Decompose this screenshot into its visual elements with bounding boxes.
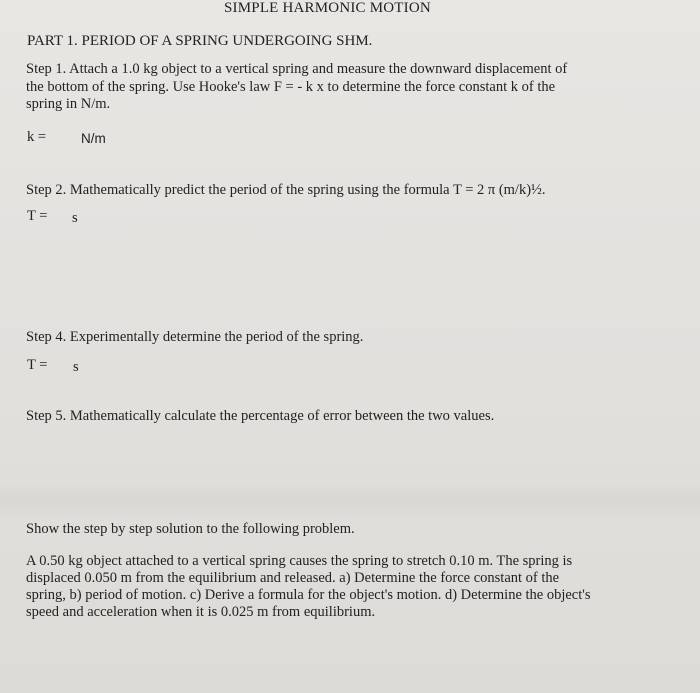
problem-line3: spring, b) period of motion. c) Derive a formula for the object's motion. d) Determine the object's bbox=[26, 587, 591, 603]
problem-line2: displaced 0.050 m from the equilibrium and released. a) Determine the force constant of the bbox=[26, 570, 560, 586]
step1-line3: spring in N/m. bbox=[26, 96, 111, 112]
step2-text: Step 2. Mathematically predict the period of the spring using the formula T = 2 π (m/k)½. bbox=[26, 182, 546, 198]
page-title: SIMPLE HARMONIC MOTION bbox=[224, 0, 431, 16]
t-predicted-label: T = bbox=[27, 208, 48, 224]
part-heading: PART 1. PERIOD OF A SPRING UNDERGOING SHM. bbox=[27, 33, 373, 49]
k-answer-label: k = bbox=[27, 129, 47, 145]
t-predicted-unit: s bbox=[72, 210, 78, 226]
step1-line1: Step 1. Attach a 1.0 kg object to a vertical spring and measure the downward displacement of bbox=[26, 61, 568, 77]
t-experimental-label: T = bbox=[27, 357, 48, 373]
step5-text: Step 5. Mathematically calculate the percentage of error between the two values. bbox=[26, 408, 495, 424]
t-experimental-unit: s bbox=[73, 359, 79, 375]
step1-line2: the bottom of the spring. Use Hooke's law F = - k x to determine the force constant k of the bbox=[26, 79, 556, 95]
step4-text: Step 4. Experimentally determine the period of the spring. bbox=[26, 329, 364, 345]
page-shadow bbox=[0, 480, 700, 520]
k-answer-unit: N/m bbox=[81, 131, 106, 146]
problem-intro: Show the step by step solution to the following problem. bbox=[26, 521, 355, 537]
problem-line4: speed and acceleration when it is 0.025 m from equilibrium. bbox=[26, 604, 376, 620]
problem-line1: A 0.50 kg object attached to a vertical spring causes the spring to stretch 0.10 m. The spring is bbox=[26, 553, 573, 569]
